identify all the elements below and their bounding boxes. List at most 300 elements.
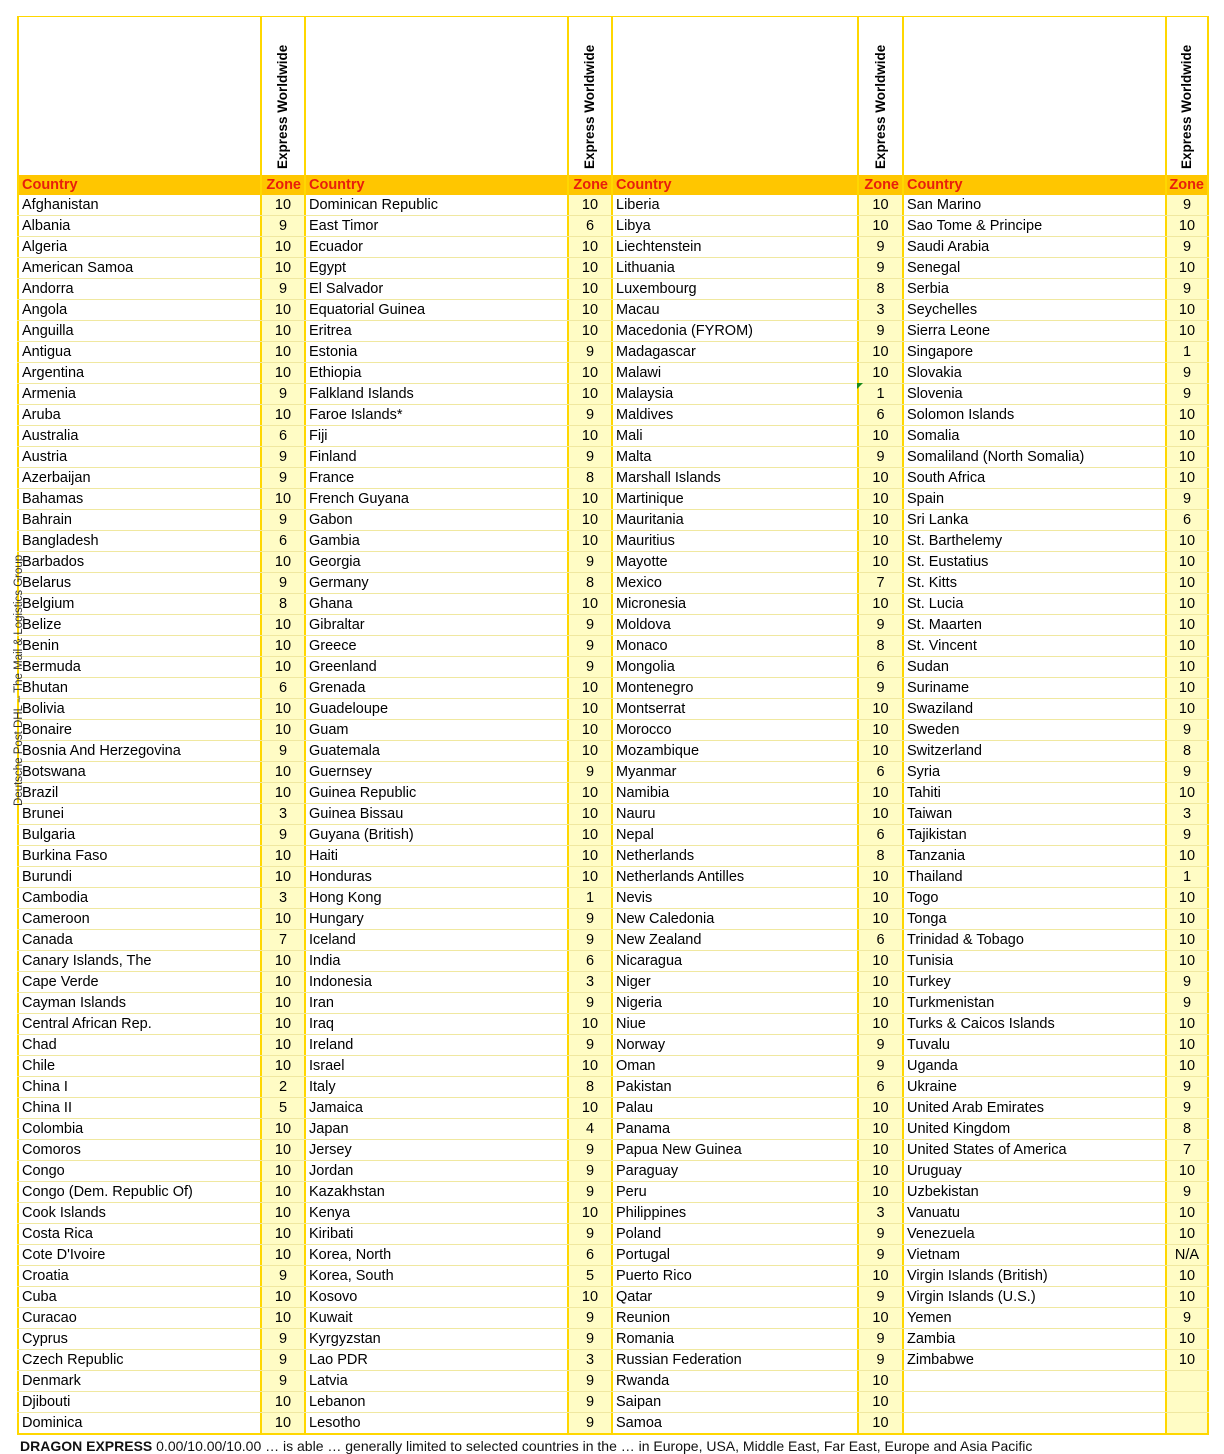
country-cell: Jersey [304,1140,567,1160]
zone-cell: 10 [857,1371,902,1391]
header-blank [611,17,857,175]
country-cell: Guyana (British) [304,825,567,845]
country-column-header: Country [611,175,857,195]
country-cell: Ukraine [902,1077,1165,1097]
zone-cell: 9 [567,636,611,656]
zone-cell: 9 [567,1371,611,1391]
table-row [17,363,1209,384]
country-cell: Latvia [304,1371,567,1391]
country-cell: Rwanda [611,1371,857,1391]
country-cell: Slovakia [902,363,1165,383]
zone-cell: 9 [260,1266,304,1286]
zone-cell: 6 [260,426,304,446]
country-cell: Estonia [304,342,567,362]
country-cell: Portugal [611,1245,857,1265]
country-cell: Cook Islands [17,1203,260,1223]
country-cell: Anguilla [17,321,260,341]
zone-cell: 9 [1165,1077,1209,1097]
country-cell: Nicaragua [611,951,857,971]
zone-cell: 9 [260,447,304,467]
service-header-label: Express Worldwide [1179,44,1194,169]
country-cell: Mongolia [611,657,857,677]
country-cell: Benin [17,636,260,656]
country-cell: Malta [611,447,857,467]
country-cell: Antigua [17,342,260,362]
zone-cell: 10 [857,1161,902,1181]
zone-cell: 10 [260,1182,304,1202]
zone-cell: 10 [260,405,304,425]
zone-cell [1165,1371,1209,1391]
country-cell: Bosnia And Herzegovina [17,741,260,761]
zone-cell: 10 [1165,300,1209,320]
zone-cell: 10 [567,195,611,215]
zone-cell: 10 [567,846,611,866]
zone-cell: N/A [1165,1245,1209,1265]
table-row [17,237,1209,258]
zone-column-header: Zone [1165,175,1209,195]
zone-cell: 9 [567,615,611,635]
table-row [17,867,1209,888]
zone-cell: 9 [857,258,902,278]
table-body [17,195,1209,1434]
country-cell: Japan [304,1119,567,1139]
zone-cell: 9 [567,762,611,782]
table-row [17,426,1209,447]
zone-cell: 6 [857,405,902,425]
zone-cell: 9 [857,678,902,698]
table-row [17,468,1209,489]
zone-cell: 10 [260,1014,304,1034]
zone-cell: 10 [260,972,304,992]
country-cell: Canary Islands, The [17,951,260,971]
country-cell: Somaliland (North Somalia) [902,447,1165,467]
zone-cell: 10 [1165,678,1209,698]
table-row [17,1035,1209,1056]
country-cell: St. Lucia [902,594,1165,614]
country-cell: Kazakhstan [304,1182,567,1202]
table-row [17,1098,1209,1119]
table-row [17,1203,1209,1224]
zone-cell: 10 [1165,657,1209,677]
country-cell: Cuba [17,1287,260,1307]
country-cell: Belarus [17,573,260,593]
zone-cell: 10 [1165,1224,1209,1244]
country-cell: Albania [17,216,260,236]
zone-cell: 10 [857,1266,902,1286]
country-cell: Aruba [17,405,260,425]
table-row [17,405,1209,426]
table-row [17,573,1209,594]
zone-cell: 10 [567,321,611,341]
table-row [17,951,1209,972]
zone-cell: 3 [260,804,304,824]
zone-cell: 10 [260,300,304,320]
zone-cell: 10 [1165,552,1209,572]
country-cell: Guinea Bissau [304,804,567,824]
zone-cell: 10 [857,783,902,803]
service-header-label: Express Worldwide [872,44,888,169]
country-cell: St. Vincent [902,636,1165,656]
country-cell: Virgin Islands (U.S.) [902,1287,1165,1307]
country-cell: St. Barthelemy [902,531,1165,551]
zone-cell: 10 [567,1056,611,1076]
country-cell: Jamaica [304,1098,567,1118]
zone-cell: 8 [857,279,902,299]
country-cell: Guinea Republic [304,783,567,803]
zone-cell: 3 [567,1350,611,1370]
table-row [17,741,1209,762]
country-cell: Nauru [611,804,857,824]
zone-cell: 10 [857,1119,902,1139]
zone-cell: 9 [260,510,304,530]
zone-cell: 9 [857,1224,902,1244]
country-cell: Israel [304,1056,567,1076]
zone-cell: 10 [567,825,611,845]
country-cell: Oman [611,1056,857,1076]
table-row [17,300,1209,321]
zone-cell: 8 [1165,1119,1209,1139]
zone-cell: 10 [1165,447,1209,467]
zone-cell: 3 [260,888,304,908]
zone-cell: 6 [567,1245,611,1265]
service-header [857,17,902,175]
country-cell: Congo (Dem. Republic Of) [17,1182,260,1202]
zone-cell: 8 [567,468,611,488]
table-row [17,1350,1209,1371]
country-cell: Sweden [902,720,1165,740]
zone-cell: 9 [1165,489,1209,509]
zone-cell: 6 [260,678,304,698]
zone-cell: 10 [260,489,304,509]
zone-cell: 10 [567,279,611,299]
zone-cell: 10 [260,699,304,719]
country-cell: Luxembourg [611,279,857,299]
country-cell: India [304,951,567,971]
zone-cell: 9 [1165,993,1209,1013]
country-cell: Germany [304,573,567,593]
country-cell: Paraguay [611,1161,857,1181]
country-cell: Iraq [304,1014,567,1034]
country-cell: Chile [17,1056,260,1076]
table-row [17,804,1209,825]
zone-cell: 6 [567,951,611,971]
zone-cell: 10 [1165,1203,1209,1223]
zone-cell: 6 [567,216,611,236]
country-cell: Uruguay [902,1161,1165,1181]
table-row [17,1224,1209,1245]
country-cell: Zambia [902,1329,1165,1349]
country-cell: Falkland Islands [304,384,567,404]
country-cell: Botswana [17,762,260,782]
zone-cell: 8 [857,636,902,656]
country-cell: Palau [611,1098,857,1118]
country-cell: Tunisia [902,951,1165,971]
table-row [17,1161,1209,1182]
country-cell: Armenia [17,384,260,404]
country-cell: Chad [17,1035,260,1055]
country-cell: Turks & Caicos Islands [902,1014,1165,1034]
country-cell: Kenya [304,1203,567,1223]
country-cell: Mozambique [611,741,857,761]
zone-cell: 10 [857,552,902,572]
country-cell: Cyprus [17,1329,260,1349]
zone-cell: 3 [1165,804,1209,824]
country-cell: Morocco [611,720,857,740]
country-cell: Belize [17,615,260,635]
header-blank [304,17,567,175]
country-cell: Korea, South [304,1266,567,1286]
zone-cell: 9 [567,657,611,677]
country-cell: American Samoa [17,258,260,278]
country-cell: Libya [611,216,857,236]
table-row [17,216,1209,237]
zone-cell: 10 [260,951,304,971]
zone-cell: 10 [1165,1287,1209,1307]
country-cell: Syria [902,762,1165,782]
country-cell: Afghanistan [17,195,260,215]
country-cell: Iceland [304,930,567,950]
country-cell: Australia [17,426,260,446]
zone-cell: 10 [260,1035,304,1055]
country-cell: Malaysia [611,384,857,404]
zone-cell: 9 [1165,363,1209,383]
country-cell: Kuwait [304,1308,567,1328]
zone-cell: 1 [857,384,902,404]
country-cell: Curacao [17,1308,260,1328]
zone-cell: 10 [1165,1266,1209,1286]
country-cell: Guatemala [304,741,567,761]
country-cell: Moldova [611,615,857,635]
zone-cell: 10 [260,657,304,677]
zone-cell: 9 [567,1224,611,1244]
zone-cell: 7 [1165,1140,1209,1160]
zone-cell: 10 [1165,1350,1209,1370]
country-cell: Mexico [611,573,857,593]
country-cell: Comoros [17,1140,260,1160]
table-row [17,1287,1209,1308]
zone-cell: 10 [1165,951,1209,971]
country-cell: Montserrat [611,699,857,719]
country-cell: Papua New Guinea [611,1140,857,1160]
country-cell: Lithuania [611,258,857,278]
country-cell: Egypt [304,258,567,278]
country-cell: Kyrgyzstan [304,1329,567,1349]
table-row [17,447,1209,468]
zone-cell: 10 [567,1287,611,1307]
zone-cell: 6 [857,930,902,950]
country-cell: Maldives [611,405,857,425]
country-cell: Andorra [17,279,260,299]
zone-cell: 9 [857,1287,902,1307]
country-cell: Nevis [611,888,857,908]
zone-cell: 10 [260,1245,304,1265]
zone-cell: 9 [567,1140,611,1160]
zone-cell: 2 [260,1077,304,1097]
country-cell: Dominican Republic [304,195,567,215]
zone-cell: 10 [567,699,611,719]
country-cell: Switzerland [902,741,1165,761]
zone-cell: 10 [260,1140,304,1160]
zone-cell: 9 [1165,237,1209,257]
country-cell: Saudi Arabia [902,237,1165,257]
country-cell: Central African Rep. [17,1014,260,1034]
country-cell: Colombia [17,1119,260,1139]
country-cell: Tanzania [902,846,1165,866]
table-bottom-border [17,1433,1209,1435]
zone-cell: 10 [260,1119,304,1139]
country-cell: Azerbaijan [17,468,260,488]
country-cell: Croatia [17,1266,260,1286]
zone-cell: 10 [1165,1014,1209,1034]
zone-cell: 10 [1165,615,1209,635]
zone-cell: 10 [1165,846,1209,866]
zone-cell: 10 [1165,426,1209,446]
country-cell: Monaco [611,636,857,656]
zone-cell: 9 [857,1245,902,1265]
country-cell: Algeria [17,237,260,257]
table-row [17,321,1209,342]
zone-cell: 10 [567,300,611,320]
zone-cell [1165,1392,1209,1412]
zone-cell: 9 [857,1329,902,1349]
country-cell: Tuvalu [902,1035,1165,1055]
zone-cell [1165,1413,1209,1433]
country-column-header: Country [17,175,260,195]
zone-column-header: Zone [260,175,304,195]
zone-cell: 1 [1165,342,1209,362]
footer-text: 0.00/10.00/10.00 … is able … generally limited to selected countries in the … in Europe, USA, Middle East, Far East, Europe and Asia Pacific [152,1438,1033,1454]
table-row [17,972,1209,993]
zone-cell: 10 [1165,888,1209,908]
zone-cell: 10 [1165,909,1209,929]
zone-cell: 10 [260,321,304,341]
country-cell: Mayotte [611,552,857,572]
country-cell: Gibraltar [304,615,567,635]
zone-cell: 6 [857,657,902,677]
zone-cell: 1 [567,888,611,908]
country-cell: Italy [304,1077,567,1097]
zone-cell: 10 [857,468,902,488]
zone-cell: 10 [260,1308,304,1328]
zone-cell: 9 [1165,384,1209,404]
table-row [17,1266,1209,1287]
header-blank [902,17,1165,175]
zone-cell: 8 [567,573,611,593]
country-cell: Ireland [304,1035,567,1055]
zone-cell: 10 [567,384,611,404]
zone-table [17,17,1209,1434]
country-cell: Sudan [902,657,1165,677]
zone-cell: 3 [857,300,902,320]
zone-cell: 10 [857,1308,902,1328]
country-cell: Mauritius [611,531,857,551]
country-cell: Venezuela [902,1224,1165,1244]
country-cell: Vanuatu [902,1203,1165,1223]
zone-cell: 7 [260,930,304,950]
zone-cell: 10 [1165,1161,1209,1181]
zone-cell: 10 [260,258,304,278]
table-row [17,993,1209,1014]
country-cell: Peru [611,1182,857,1202]
country-cell: Korea, North [304,1245,567,1265]
zone-cell: 9 [857,447,902,467]
service-header [567,17,611,175]
zone-cell: 10 [857,720,902,740]
country-cell [902,1392,1165,1412]
zone-cell: 9 [857,321,902,341]
country-column-header: Country [902,175,1165,195]
zone-cell: 10 [857,993,902,1013]
zone-cell: 10 [567,678,611,698]
zone-cell: 10 [857,804,902,824]
zone-cell: 10 [857,699,902,719]
zone-cell: 10 [260,783,304,803]
table-row [17,699,1209,720]
table-row [17,825,1209,846]
zone-cell: 9 [260,384,304,404]
zone-cell: 8 [260,594,304,614]
zone-cell: 10 [260,195,304,215]
country-cell: Norway [611,1035,857,1055]
country-cell: Cambodia [17,888,260,908]
country-cell: Jordan [304,1161,567,1181]
country-cell: Haiti [304,846,567,866]
zone-cell: 9 [260,573,304,593]
table-row [17,657,1209,678]
service-header [1165,17,1209,175]
table-row [17,1056,1209,1077]
country-cell: Montenegro [611,678,857,698]
zone-column-header: Zone [567,175,611,195]
footer-brand: DRAGON EXPRESS [20,1438,153,1454]
zone-cell: 10 [1165,216,1209,236]
zone-cell: 6 [857,1077,902,1097]
table-row [17,1119,1209,1140]
country-cell: Guadeloupe [304,699,567,719]
zone-cell: 9 [1165,1182,1209,1202]
country-cell: Malawi [611,363,857,383]
country-cell: Bahamas [17,489,260,509]
zone-cell: 10 [567,1098,611,1118]
country-cell: Serbia [902,279,1165,299]
zone-cell: 10 [260,552,304,572]
service-header-label: Express Worldwide [582,44,597,169]
zone-cell: 9 [1165,825,1209,845]
service-header [260,17,304,175]
zone-cell: 4 [567,1119,611,1139]
side-watermark: Deutsche Post DHL – The Mail & Logistics Group [13,554,25,806]
zone-cell: 10 [857,1413,902,1433]
table-row [17,195,1209,216]
country-cell: Gambia [304,531,567,551]
country-cell: Faroe Islands* [304,405,567,425]
country-cell: Bangladesh [17,531,260,551]
country-cell: Denmark [17,1371,260,1391]
zone-cell: 10 [567,720,611,740]
table-row [17,1140,1209,1161]
country-cell: Niue [611,1014,857,1034]
zone-cell: 9 [260,279,304,299]
country-cell: Philippines [611,1203,857,1223]
country-cell: Honduras [304,867,567,887]
column-header-row [17,175,1209,195]
country-cell: Vietnam [902,1245,1165,1265]
table-row [17,342,1209,363]
country-cell: Greece [304,636,567,656]
table-row [17,783,1209,804]
country-cell: Nepal [611,825,857,845]
country-cell: Seychelles [902,300,1165,320]
